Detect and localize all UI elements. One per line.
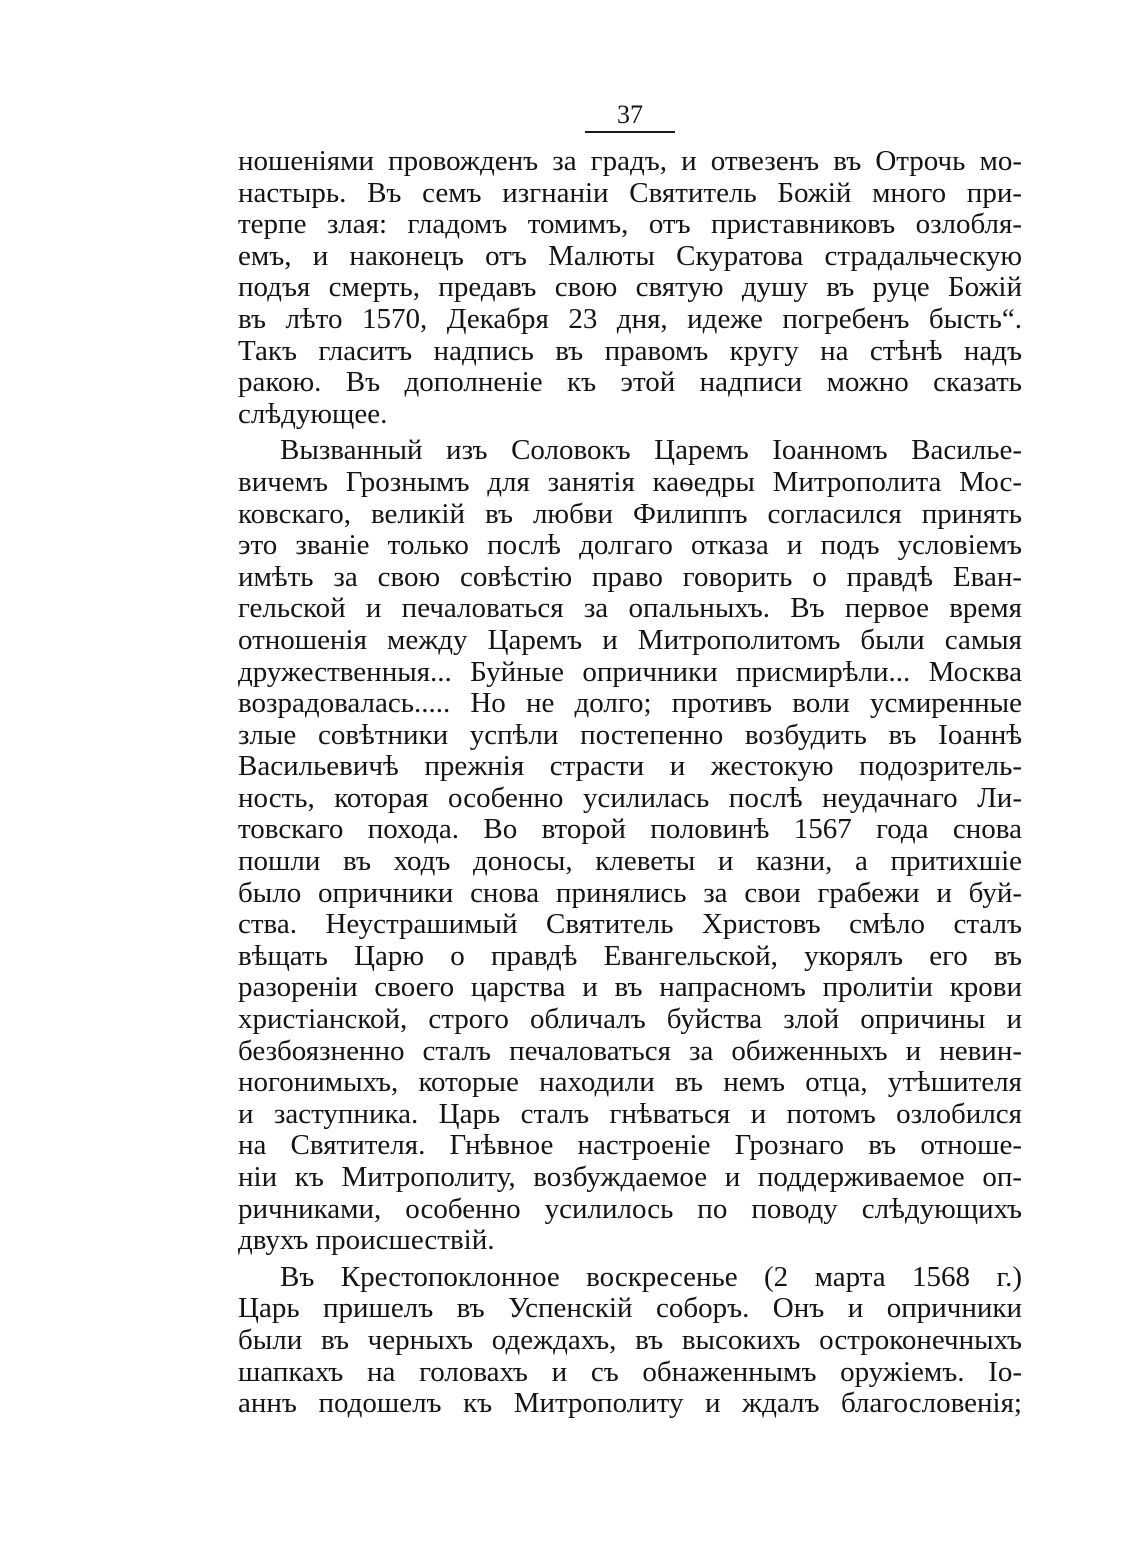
text-line: ракою. Въ дополненіе къ этой надписи можно сказать xyxy=(238,367,1022,399)
text-line: настырь. Въ семъ изгнаніи Святитель Божій много при- xyxy=(238,177,1022,209)
text-line: гельской и печаловаться за опальныхъ. Въ первое время xyxy=(238,593,1022,625)
text-line: христіанской, строго обличалъ буйства злой опричины и xyxy=(238,1004,1022,1036)
text-line: вичемъ Грознымъ для занятія каѳедры Митрополита Мос- xyxy=(238,466,1022,498)
text-line: ніи къ Митрополиту, возбуждаемое и поддерживаемое оп- xyxy=(238,1162,1022,1193)
text-line: Царь пришелъ въ Успенскій соборъ. Онъ и опричники xyxy=(238,1293,1022,1325)
text-line: безбоязненно сталъ печаловаться за обиженныхъ и невин- xyxy=(238,1035,1022,1067)
text-line: Такъ гласитъ надпись въ правомъ кругу на стѣнѣ надъ xyxy=(238,335,1022,367)
text-line: ричниками, особенно усилилось по поводу слѣдующихъ xyxy=(238,1193,1022,1225)
body-text xyxy=(238,146,1022,1420)
text-line: товскаго похода. Во второй половинѣ 1567 года снова xyxy=(238,814,1022,846)
text-line: на Святителя. Гнѣвное настроеніе Грознаго въ отноше- xyxy=(238,1130,1022,1162)
text-line: были въ черныхъ одеждахъ, въ высокихъ остроконечныхъ xyxy=(238,1324,1022,1356)
text-line: и заступника. Царь сталъ гнѣваться и потомъ озлобился xyxy=(238,1098,1022,1130)
text-line: это званіе только послѣ долгаго отказа и подъ условіемъ xyxy=(238,530,1022,562)
text-line: терпе злая: гладомъ томимъ, отъ приставниковъ озлобля- xyxy=(238,209,1022,241)
text-line: ность, которая особенно усилилась послѣ неудачнаго Ли- xyxy=(238,782,1022,814)
text-line: отношенія между Царемъ и Митрополитомъ были самыя xyxy=(238,624,1022,656)
text-line: слѣдующее. xyxy=(238,398,388,430)
paragraph-2 xyxy=(238,435,1022,1256)
text-line: ковскаго, великій въ любви Филиппъ согласился принять xyxy=(238,498,1022,530)
text-line: злые совѣтники успѣли постепенно возбудить въ Іоаннѣ xyxy=(238,719,1022,751)
text-line: аннъ подошелъ къ Митрополиту и ждалъ благословенія; xyxy=(238,1388,1022,1420)
text-line: двухъ происшествій. xyxy=(238,1225,495,1257)
text-line: пошли въ ходъ доносы, клеветы и казни, а притихшіе xyxy=(238,846,1022,878)
text-line: было опричники снова принялись за свои грабежи и буй- xyxy=(238,877,1022,909)
text-line: емъ, и наконецъ отъ Малюты Скуратова страдальческую xyxy=(238,240,1022,272)
text-line: Вызванный изъ Соловокъ Царемъ Іоанномъ Василье- xyxy=(280,435,1022,467)
text-line: подъя смерть, предавъ свою святую душу въ руце Божій xyxy=(238,272,1022,304)
text-line: возрадовалась..... Но не долго; противъ воли усмиренные xyxy=(238,688,1022,720)
page-number: 37 xyxy=(617,100,643,129)
text-line: ногонимыхъ, которые находили въ немъ отца, утѣшителя xyxy=(238,1067,1022,1099)
text-line: ства. Неустрашимый Святитель Христовъ смѣло сталъ xyxy=(238,909,1022,941)
paragraph-1 xyxy=(238,146,1022,430)
header-rule xyxy=(585,131,675,133)
text-line: въ лѣто 1570, Декабря 23 дня, идеже погребенъ бысть“. xyxy=(238,303,1022,335)
text-line: Въ Крестопоклонное воскресенье (2 марта 1568 г.) xyxy=(280,1261,1022,1293)
text-line: Васильевичѣ прежнія страсти и жестокую подозритель- xyxy=(238,751,1022,783)
text-line: дружественныя... Буйные опричники присмирѣли... Москва xyxy=(238,656,1022,688)
text-line: ношеніями провожденъ за градъ, и отвезенъ въ Отрочь мо- xyxy=(238,146,1022,177)
text-line: разореніи своего царства и въ напрасномъ пролитіи крови xyxy=(238,972,1022,1004)
text-line: шапкахъ на головахъ и съ обнаженнымъ оружіемъ. Іо- xyxy=(238,1356,1022,1388)
text-line: вѣщать Царю о правдѣ Евангельской, укорялъ его въ xyxy=(238,940,1022,972)
text-line: имѣть за свою совѣстію право говорить о правдѣ Еван- xyxy=(238,561,1022,593)
paragraph-3 xyxy=(238,1262,1022,1420)
